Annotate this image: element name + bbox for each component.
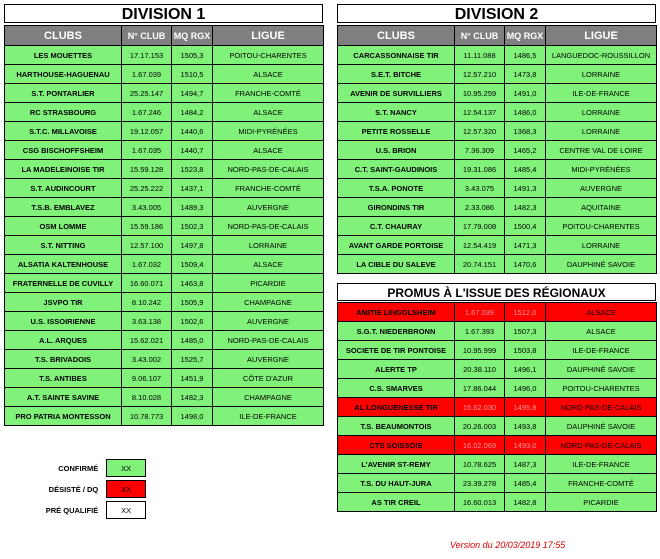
division2-body [338,46,657,274]
division2-table [337,25,657,274]
table-row [5,46,324,65]
table-row [338,360,657,379]
mq-rgx-cell: 1496,0 [505,379,546,398]
ligue-cell: CÔTE D'AZUR [213,369,324,388]
ligue-cell: ALSACE [213,141,324,160]
club-number-cell: 3.63.138 [122,312,172,331]
table-row [5,407,324,426]
club-number-cell: 15.59.186 [122,217,172,236]
table-row [338,436,657,455]
table-row [338,379,657,398]
club-name-cell: C.T. SAINT-GAUDINOIS [338,160,455,179]
header-ligue: LIGUE [213,26,324,46]
club-name-cell: JSVPO TIR [5,293,122,312]
ligue-cell: AUVERGNE [546,179,657,198]
table-row [338,236,657,255]
table-row [338,474,657,493]
club-name-cell: PRO PATRIA MONTESSON [5,407,122,426]
header-mq-rgx: MQ RGX [505,26,546,46]
header-num-club: N° CLUB [455,26,505,46]
mq-rgx-cell: 1485,0 [172,331,213,350]
division1-title: DIVISION 1 [4,4,323,23]
mq-rgx-cell: 1507,3 [505,322,546,341]
club-name-cell: S.T. NANCY [338,103,455,122]
club-number-cell: 15.62.021 [122,331,172,350]
club-number-cell: 8.10.028 [122,388,172,407]
mq-rgx-cell: 1463,8 [172,274,213,293]
club-name-cell: LA MADELEINOISE TIR [5,160,122,179]
header-ligue: LIGUE [546,26,657,46]
club-number-cell: 20.38.110 [455,360,505,379]
club-name-cell: OSM LOMME [5,217,122,236]
club-name-cell: T.S. BRIVADOIS [5,350,122,369]
division2-header-row [338,26,657,46]
mq-rgx-cell: 1491,0 [505,84,546,103]
legend-row [6,480,146,498]
mq-rgx-cell: 1473,8 [505,65,546,84]
ligue-cell: ILE-DE-FRANCE [546,455,657,474]
mq-rgx-cell: 1505,9 [172,293,213,312]
club-name-cell: C.S. SMARVES [338,379,455,398]
table-row [338,65,657,84]
club-number-cell: 11.11.088 [455,46,505,65]
table-row [338,103,657,122]
mq-rgx-cell: 1525,7 [172,350,213,369]
table-row [338,255,657,274]
ligue-cell: POITOU-CHARENTES [213,46,324,65]
ligue-cell: ALSACE [213,103,324,122]
ligue-cell: AUVERGNE [213,350,324,369]
club-number-cell: 1.67.032 [122,255,172,274]
table-row [5,198,324,217]
club-number-cell: 10.95.259 [455,84,505,103]
ligue-cell: POITOU-CHARENTES [546,217,657,236]
table-row [338,179,657,198]
version-stamp: Version du 20/03/2019 17:55 [450,540,566,550]
club-name-cell: SOCIETE DE TIR PONTOISE [338,341,455,360]
club-number-cell: 17.86.044 [455,379,505,398]
club-number-cell: 12.57.320 [455,122,505,141]
mq-rgx-cell: 1482,3 [172,388,213,407]
club-number-cell: 9.06.107 [122,369,172,388]
club-number-cell: 8.10.242 [122,293,172,312]
mq-rgx-cell: 1491,3 [505,179,546,198]
table-row [5,65,324,84]
club-name-cell: FRATERNELLE DE CUVILLY [5,274,122,293]
ligue-cell: LORRAINE [546,122,657,141]
table-row [5,122,324,141]
mq-rgx-cell: 1502,6 [172,312,213,331]
club-name-cell: PETITE ROSSELLE [338,122,455,141]
club-name-cell: A.L. ARQUES [5,331,122,350]
mq-rgx-cell: 1523,8 [172,160,213,179]
ligue-cell: ALSACE [213,255,324,274]
ligue-cell: DAUPHINÉ SAVOIE [546,360,657,379]
club-name-cell: ALSATIA KALTENHOUSE [5,255,122,274]
ligue-cell: ILE-DE-FRANCE [546,341,657,360]
ligue-cell: FRANCHE-COMTÉ [213,84,324,103]
legend-row [6,501,146,519]
mq-rgx-cell: 1440,7 [172,141,213,160]
club-name-cell: CSG BISCHOFFSHEIM [5,141,122,160]
division1-header-row [5,26,324,46]
club-name-cell: C.T. CHAURAY [338,217,455,236]
legend-swatch: XX [106,459,146,477]
legend-label: DÉSISTÉ / DQ [48,484,99,494]
ligue-cell: ILE-DE-FRANCE [213,407,324,426]
ligue-cell: AUVERGNE [213,198,324,217]
table-row [338,141,657,160]
club-name-cell: U.S. BRION [338,141,455,160]
club-number-cell: 1.67.035 [122,141,172,160]
club-number-cell: 17.17.153 [122,46,172,65]
table-row [5,160,324,179]
division1-panel [4,4,323,426]
legend-swatch: XX [106,501,146,519]
ligue-cell: PICARDIE [546,493,657,512]
club-name-cell: A.T. SAINTE SAVINE [5,388,122,407]
club-name-cell: S.T. NITTING [5,236,122,255]
mq-rgx-cell: 1440,6 [172,122,213,141]
club-name-cell: S.T.C. MILLAVOISE [5,122,122,141]
mq-rgx-cell: 1437,1 [172,179,213,198]
table-row [5,84,324,103]
header-num-club: N° CLUB [122,26,172,46]
club-number-cell: 16.60.013 [455,493,505,512]
club-number-cell: 17.79.008 [455,217,505,236]
promus-panel [337,283,656,512]
club-number-cell: 25.25.147 [122,84,172,103]
club-number-cell: 15.59.128 [122,160,172,179]
mq-rgx-cell: 1482,3 [505,198,546,217]
ligue-cell: CHAMPAGNE [213,293,324,312]
club-number-cell: 10.78.625 [455,455,505,474]
ligue-cell: MIDI-PYRÉNÉES [546,160,657,179]
mq-rgx-cell: 1482,8 [505,493,546,512]
club-number-cell: 1.67.039 [122,65,172,84]
table-row [338,122,657,141]
table-row [5,217,324,236]
mq-rgx-cell: 1509,4 [172,255,213,274]
legend-row [6,459,146,477]
club-number-cell: 7.36.309 [455,141,505,160]
club-name-cell: LES MOUETTES [5,46,122,65]
header-clubs: CLUBS [338,26,455,46]
ligue-cell: MIDI-PYRÉNÉES [213,122,324,141]
ligue-cell: FRANCHE-COMTÉ [213,179,324,198]
mq-rgx-cell: 1486,5 [505,46,546,65]
club-number-cell: 1.67.039 [455,303,505,322]
club-name-cell: RC STRASBOURG [5,103,122,122]
table-row [338,455,657,474]
promus-table [337,302,657,512]
club-number-cell: 1.67.393 [455,322,505,341]
club-name-cell: T.S.A. PONOTE [338,179,455,198]
table-row [5,274,324,293]
ligue-cell: PICARDIE [213,274,324,293]
division2-title: DIVISION 2 [337,4,656,23]
header-clubs: CLUBS [5,26,122,46]
mq-rgx-cell: 1486,0 [505,103,546,122]
table-row [5,350,324,369]
club-name-cell: LA CIBLE DU SALEVE [338,255,455,274]
ligue-cell: NORD-PAS-DE-CALAIS [546,398,657,417]
club-number-cell: 3.43.002 [122,350,172,369]
club-name-cell: S.T. PONTARLIER [5,84,122,103]
club-name-cell: AMITIE LINGOLSHEIM [338,303,455,322]
club-name-cell: S.T. AUDINCOURT [5,179,122,198]
mq-rgx-cell: 1485,4 [505,474,546,493]
club-name-cell: L'AVENIR ST-REMY [338,455,455,474]
table-row [338,160,657,179]
ligue-cell: POITOU-CHARENTES [546,379,657,398]
club-name-cell: T.S. DU HAUT-JURA [338,474,455,493]
club-name-cell: HARTHOUSE-HAGUENAU [5,65,122,84]
ligue-cell: ILE-DE-FRANCE [546,84,657,103]
club-name-cell: CARCASSONNAISE TIR [338,46,455,65]
ligue-cell: NORD-PAS-DE-CALAIS [213,331,324,350]
ligue-cell: ALSACE [546,303,657,322]
table-row [5,388,324,407]
table-row [338,303,657,322]
club-number-cell: 25.25.222 [122,179,172,198]
ligue-cell: LORRAINE [546,65,657,84]
legend-swatch: XX [106,480,146,498]
mq-rgx-cell: 1489,3 [172,198,213,217]
status-legend [6,459,146,522]
club-number-cell: 16.02.069 [455,436,505,455]
club-number-cell: 12.57.210 [455,65,505,84]
club-number-cell: 12.54.419 [455,236,505,255]
mq-rgx-cell: 1510,5 [172,65,213,84]
table-row [5,293,324,312]
division2-panel [337,4,656,274]
mq-rgx-cell: 1485,4 [505,160,546,179]
table-row [338,341,657,360]
mq-rgx-cell: 1494,7 [172,84,213,103]
mq-rgx-cell: 1496,1 [505,360,546,379]
promus-title: PROMUS À L'ISSUE DES RÉGIONAUX [337,283,656,301]
mq-rgx-cell: 1505,3 [172,46,213,65]
club-number-cell: 2.33.086 [455,198,505,217]
club-number-cell: 12.54.137 [455,103,505,122]
mq-rgx-cell: 1451,9 [172,369,213,388]
legend-label: PRÉ QUALIFIÉ [45,505,99,515]
header-mq-rgx: MQ RGX [172,26,213,46]
mq-rgx-cell: 1503,8 [505,341,546,360]
table-row [338,46,657,65]
ligue-cell: DAUPHINÉ SAVOIE [546,255,657,274]
club-name-cell: T.S. ANTIBES [5,369,122,388]
table-row [5,141,324,160]
mq-rgx-cell: 1471,3 [505,236,546,255]
mq-rgx-cell: 1495,8 [505,398,546,417]
table-row [338,417,657,436]
club-name-cell: AS TIR CREIL [338,493,455,512]
mq-rgx-cell: 1470,6 [505,255,546,274]
club-name-cell: CTS SOISSOIS [338,436,455,455]
club-number-cell: 20.74.151 [455,255,505,274]
table-row [5,179,324,198]
table-row [338,493,657,512]
ligue-cell: LORRAINE [546,236,657,255]
club-number-cell: 1.67.246 [122,103,172,122]
club-name-cell: GIRONDINS TIR [338,198,455,217]
mq-rgx-cell: 1493,0 [505,436,546,455]
club-number-cell: 19.31.086 [455,160,505,179]
legend-label: CONFIRMÉ [58,463,99,473]
ligue-cell: AQUITAINE [546,198,657,217]
club-number-cell: 3.43.075 [455,179,505,198]
table-row [5,236,324,255]
division1-table [4,25,324,426]
table-row [5,312,324,331]
club-number-cell: 12.57.100 [122,236,172,255]
table-row [338,322,657,341]
club-number-cell: 20.26.003 [455,417,505,436]
club-number-cell: 10.95.999 [455,341,505,360]
ligue-cell: NORD-PAS-DE-CALAIS [213,160,324,179]
ligue-cell: DAUPHINÉ SAVOIE [546,417,657,436]
club-name-cell: ALERTE TP [338,360,455,379]
club-name-cell: S.E.T. BITCHE [338,65,455,84]
mq-rgx-cell: 1368,3 [505,122,546,141]
ligue-cell: ALSACE [546,322,657,341]
mq-rgx-cell: 1465,2 [505,141,546,160]
table-row [338,198,657,217]
ligue-cell: CENTRE VAL DE LOIRE [546,141,657,160]
division1-body [5,46,324,426]
table-row [5,369,324,388]
club-name-cell: U.S. ISSOIRIENNE [5,312,122,331]
ligue-cell: AUVERGNE [213,312,324,331]
table-row [338,84,657,103]
club-number-cell: 16.60.071 [122,274,172,293]
mq-rgx-cell: 1484,2 [172,103,213,122]
club-number-cell: 3.43.005 [122,198,172,217]
ligue-cell: FRANCHE-COMTÉ [546,474,657,493]
mq-rgx-cell: 1487,3 [505,455,546,474]
mq-rgx-cell: 1502,3 [172,217,213,236]
club-number-cell: 10.78.773 [122,407,172,426]
table-row [5,255,324,274]
ligue-cell: LANGUEDOC-ROUSSILLON [546,46,657,65]
table-row [338,217,657,236]
ligue-cell: NORD-PAS-DE-CALAIS [213,217,324,236]
promus-body [338,303,657,512]
club-name-cell: AL LONGUENESSE TIR [338,398,455,417]
club-name-cell: S.G.T. NIEDERBRONN [338,322,455,341]
club-number-cell: 15.62.030 [455,398,505,417]
ligue-cell: ALSACE [213,65,324,84]
club-number-cell: 23.39.278 [455,474,505,493]
mq-rgx-cell: 1512,0 [505,303,546,322]
club-name-cell: T.S. BEAUMONTOIS [338,417,455,436]
mq-rgx-cell: 1493,8 [505,417,546,436]
ligue-cell: CHAMPAGNE [213,388,324,407]
club-number-cell: 19.12.057 [122,122,172,141]
mq-rgx-cell: 1498,0 [172,407,213,426]
club-name-cell: AVENIR DE SURVILLIERS [338,84,455,103]
mq-rgx-cell: 1500,4 [505,217,546,236]
club-name-cell: T.S.B. EMBLAVEZ [5,198,122,217]
club-name-cell: AVANT GARDE PORTOISE [338,236,455,255]
ligue-cell: LORRAINE [213,236,324,255]
mq-rgx-cell: 1497,8 [172,236,213,255]
table-row [5,331,324,350]
ligue-cell: NORD-PAS-DE-CALAIS [546,436,657,455]
table-row [5,103,324,122]
table-row [338,398,657,417]
ligue-cell: LORRAINE [546,103,657,122]
